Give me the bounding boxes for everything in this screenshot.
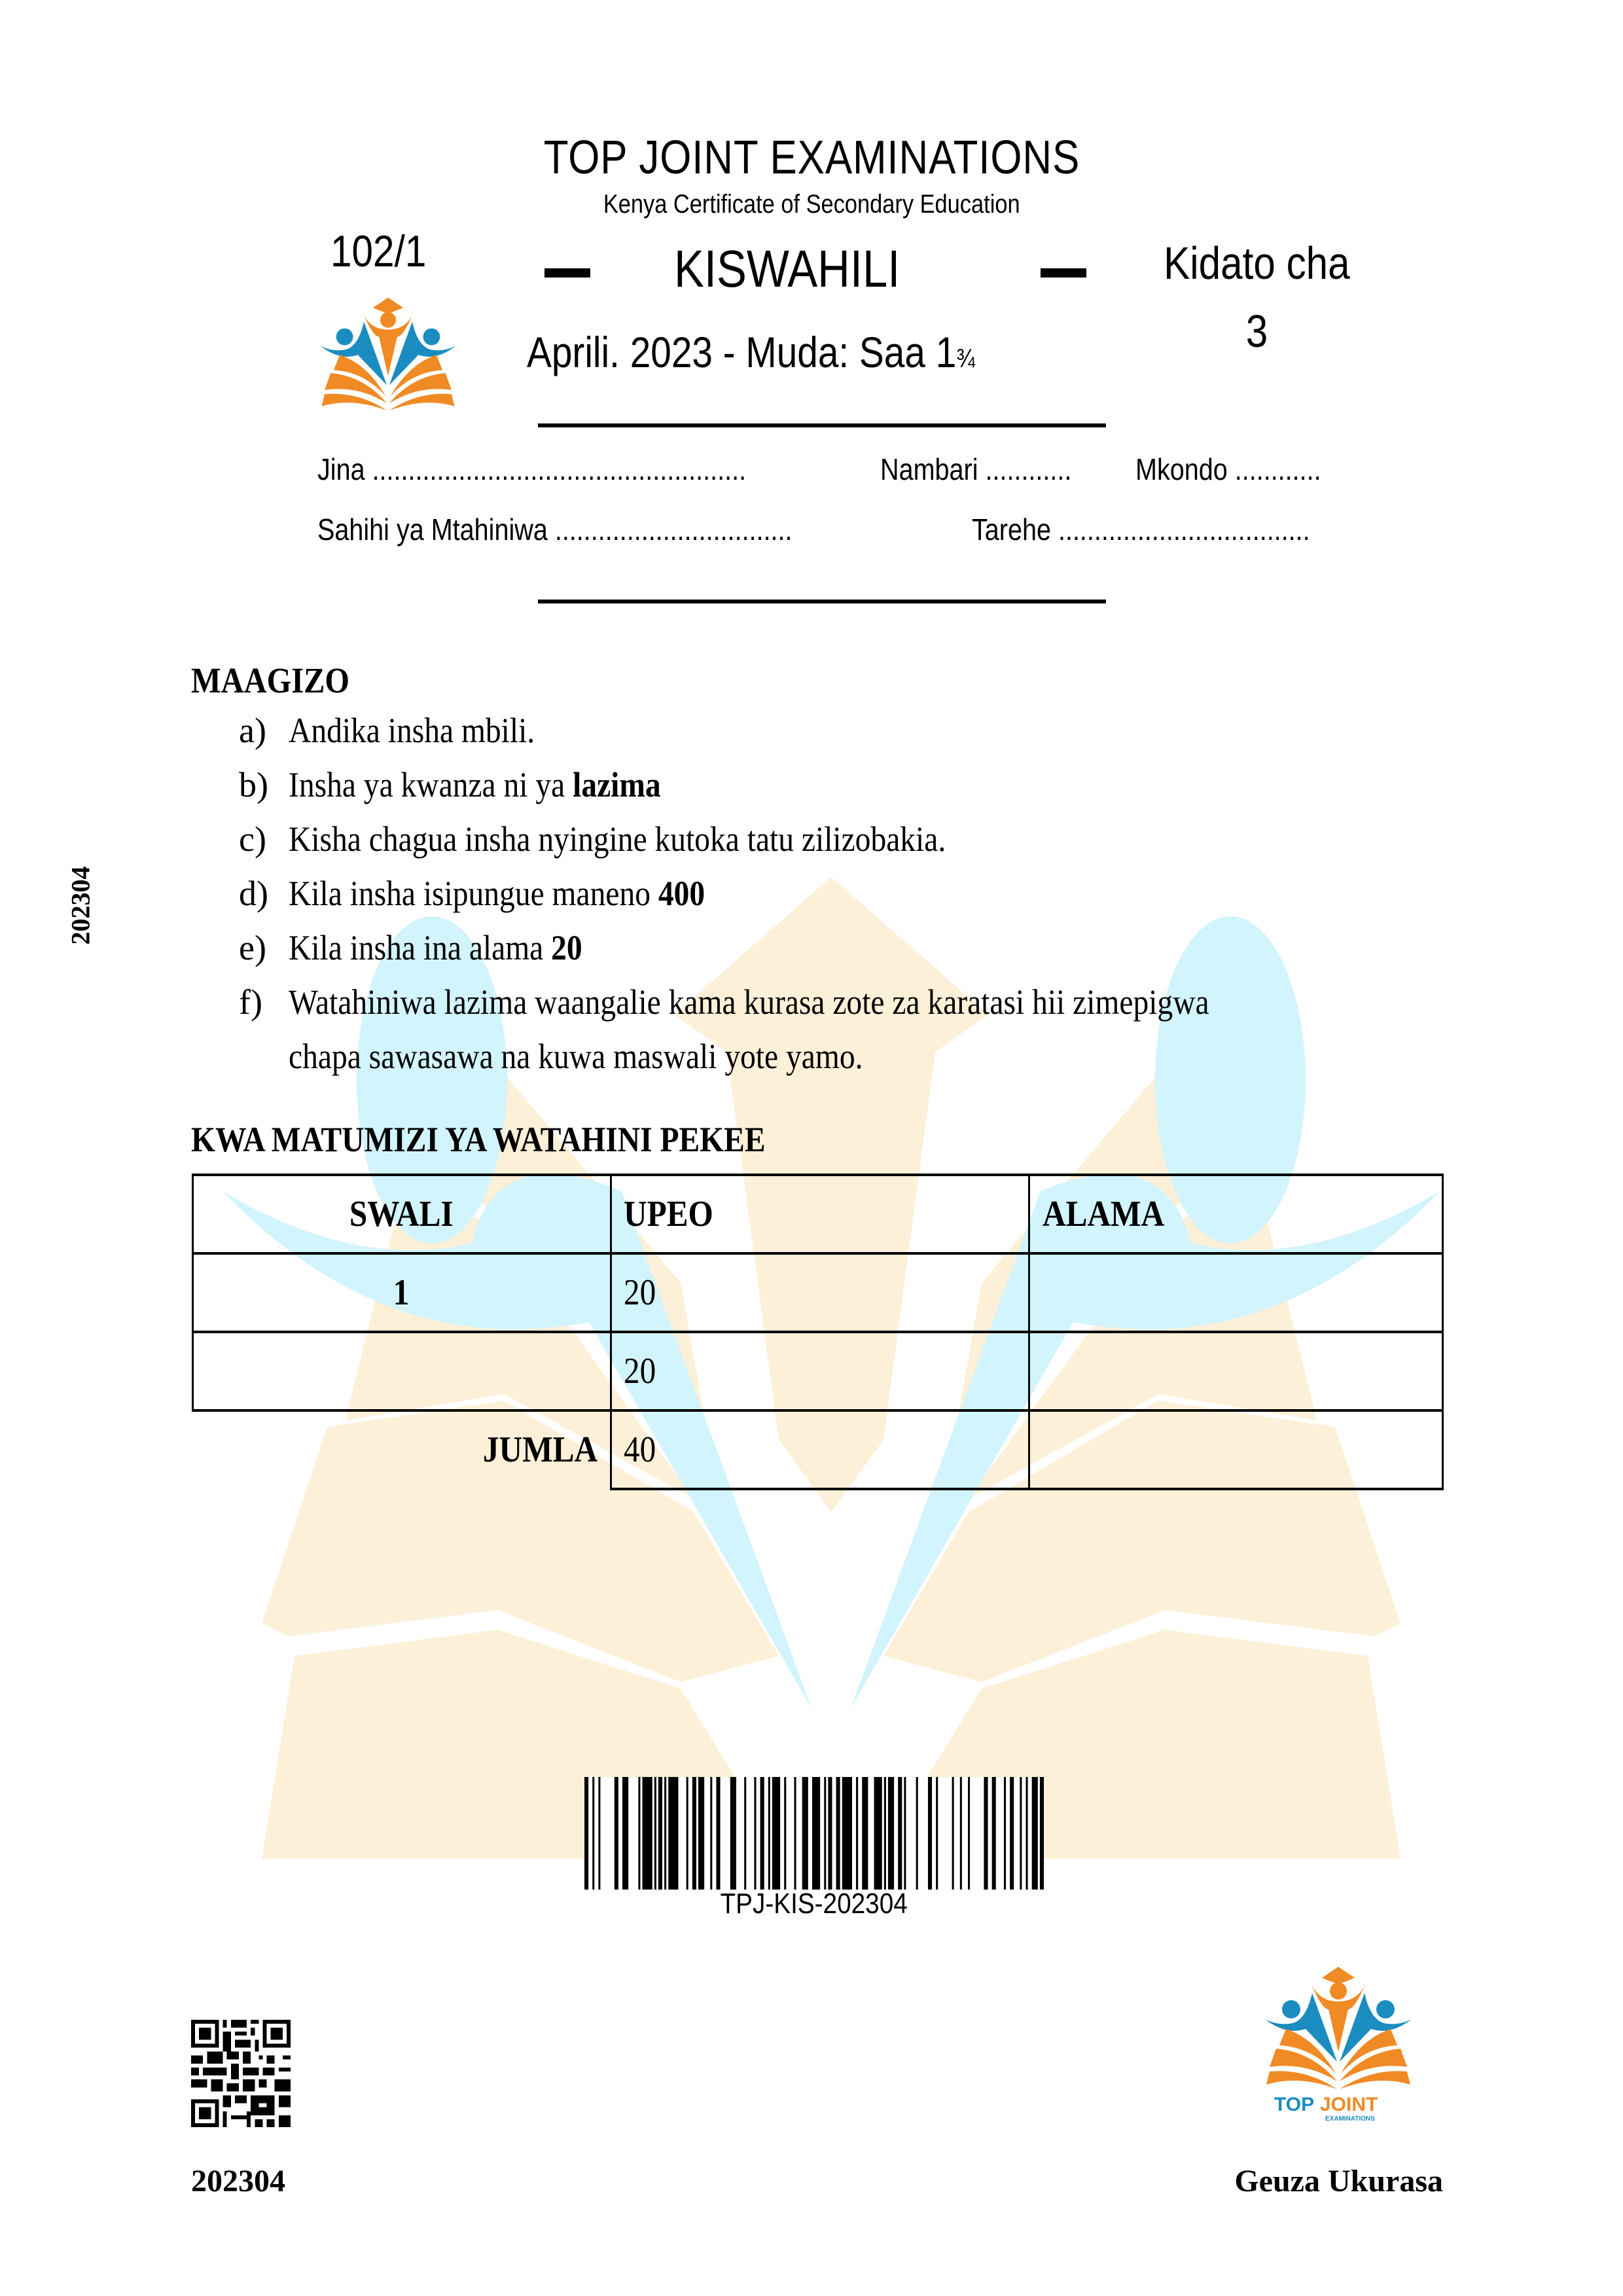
table-cell-swali: 1 <box>393 1272 410 1313</box>
qr-code-icon[interactable] <box>191 2019 291 2128</box>
examiner-table-title: KWA MATUMIZI YA WATAHINI PEKEE <box>191 1120 766 1159</box>
table-total-label: JUMLA <box>482 1429 597 1470</box>
certificate-subtitle: Kenya Certificate of Secondary Education <box>603 190 1020 219</box>
table-header-upeo: UPEO <box>624 1194 713 1234</box>
date-duration: Aprili. 2023 - Muda: Saa 1¾ <box>527 328 975 376</box>
header-divider <box>538 423 1106 427</box>
table-cell-alama-input[interactable] <box>1031 1333 1440 1408</box>
name-field[interactable]: Jina .................................................... <box>317 452 747 486</box>
turn-page-label: Geuza Ukurasa <box>1234 2164 1443 2198</box>
signature-field[interactable]: Sahihi ya Mtahiniwa ................................. <box>317 512 793 547</box>
table-border <box>1442 1174 1444 1490</box>
side-serial-code: 202304 <box>65 866 96 945</box>
svg-text:EXAMINATIONS: EXAMINATIONS <box>1325 2115 1375 2123</box>
table-border <box>611 1488 1444 1490</box>
dash-separator <box>544 268 590 278</box>
table-cell-upeo: 20 <box>624 1351 656 1391</box>
table-border <box>1028 1174 1030 1490</box>
table-header-swali: SWALI <box>349 1194 454 1234</box>
svg-text:TOP: TOP <box>1274 2094 1315 2115</box>
instructions-title: MAAGIZO <box>191 660 349 700</box>
barcode-icon <box>584 1777 1044 1890</box>
stream-field[interactable]: Mkondo ............ <box>1135 452 1321 486</box>
brand-logo-icon <box>1260 1964 1417 2124</box>
brand-logo-icon <box>315 295 461 412</box>
exam-board-title: TOP JOINT EXAMINATIONS <box>543 132 1080 184</box>
svg-text:JOINT: JOINT <box>1320 2094 1378 2115</box>
barcode-label: TPJ-KIS-202304 <box>720 1888 908 1920</box>
table-cell-alama-input[interactable] <box>1031 1255 1440 1329</box>
dash-separator <box>1041 268 1086 278</box>
subject-title: KISWAHILI <box>674 240 901 298</box>
number-field[interactable]: Nambari ............ <box>880 452 1072 486</box>
table-total-upeo: 40 <box>624 1429 656 1470</box>
table-border <box>192 1174 1444 1176</box>
table-cell-upeo: 20 <box>624 1272 656 1313</box>
date-field[interactable]: Tarehe ................................... <box>972 512 1310 547</box>
header-divider <box>538 600 1106 603</box>
footer-serial-code: 202304 <box>191 2164 285 2198</box>
marks-table <box>192 1174 1444 1491</box>
table-total-alama-input[interactable] <box>1031 1412 1440 1486</box>
form-level: Kidato cha 3 <box>1163 238 1350 357</box>
table-cell-swali-input[interactable] <box>194 1333 609 1408</box>
paper-code: 102/1 <box>330 226 427 276</box>
table-header-alama: ALAMA <box>1043 1194 1165 1234</box>
